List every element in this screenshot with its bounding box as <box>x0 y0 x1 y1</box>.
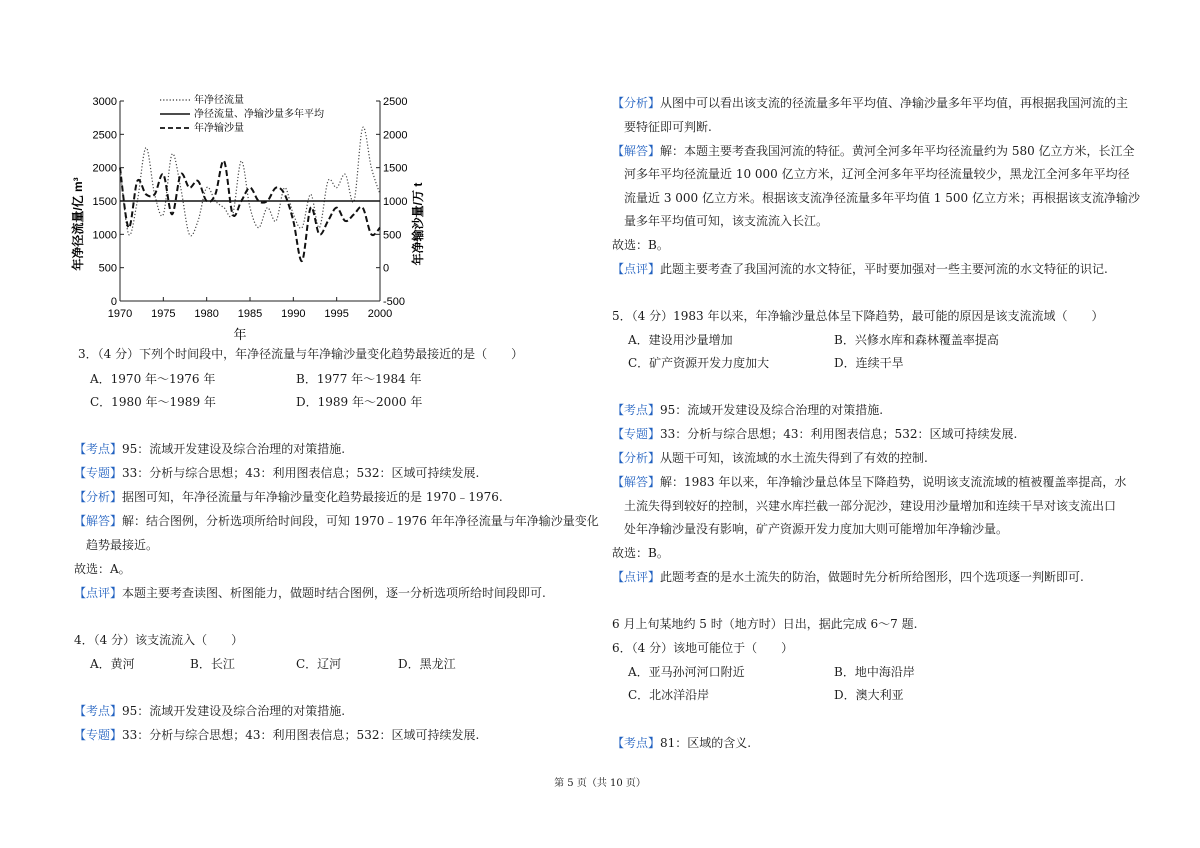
legend-label-sediment: 年净输沙量 <box>194 123 244 134</box>
legend-label-runoff: 年净径流量 <box>194 95 244 106</box>
dianping-text: 此题主要考查了我国河流的水文特征，平时要加强对一些主要河流的水文特征的识记. <box>660 262 1108 276</box>
q5-option-b: B．兴修水库和森林覆盖率提高 <box>834 333 999 347</box>
x-tick-label: 1970 <box>107 308 133 320</box>
x-tick-label: 1990 <box>281 308 306 320</box>
fenxi-tag: 【分析】 <box>74 490 123 504</box>
q5-jieda <box>612 474 1126 490</box>
q3-fenxi <box>74 489 503 505</box>
q6-option-d: D．澳大利亚 <box>834 688 904 702</box>
y2-tick-label: 0 <box>383 262 390 275</box>
y2-tick-label: -500 <box>383 296 406 308</box>
jieda-tag: 【解答】 <box>612 144 661 158</box>
dianping-tag: 【点评】 <box>612 570 661 584</box>
y2-tick-label: 500 <box>383 229 402 242</box>
y2-tick-label: 2000 <box>383 129 408 142</box>
y-tick-label: 2000 <box>92 162 117 175</box>
q6-kaodian <box>612 735 751 751</box>
q5-jieda-line2: 土流失得到较好的控制，兴建水库拦截一部分泥沙，建设用沙量增加和连续干旱对该支流出口 <box>624 499 1117 513</box>
q4-kaodian <box>74 703 345 719</box>
q4-fenxi <box>612 95 1128 111</box>
fenxi-tag: 【分析】 <box>612 451 661 465</box>
series-runoff-line <box>120 127 380 236</box>
q4-fenxi-line2: 要特征即可判断. <box>624 120 712 134</box>
q3-option-c: C．1980 年～1989 年 <box>90 395 216 409</box>
q3-dianping <box>74 585 546 601</box>
jieda-tag: 【解答】 <box>612 475 661 489</box>
q5-option-a: A．建设用沙量增加 <box>628 333 733 347</box>
jieda-tag: 【解答】 <box>74 514 123 528</box>
q4-dianping <box>612 261 1108 277</box>
q4-stem: 4．（4 分）该支流流入（ ） <box>74 633 244 647</box>
x-tick-label: 1985 <box>237 308 263 320</box>
fenxi-text: 据图可知，年净径流量与年净输沙量变化趋势最接近的是 1970﹣1976. <box>122 490 503 504</box>
q3-option-d: D．1989 年～2000 年 <box>296 395 423 409</box>
zhuanti-tag: 【专题】 <box>74 466 123 480</box>
legend-label-average: 净径流量、净输沙量多年平均 <box>194 109 324 120</box>
q3-jieda-line2: 趋势最接近。 <box>86 538 159 552</box>
zhuanti-text: 33：分析与综合思想；43：利用图表信息；532：区域可持续发展. <box>122 728 480 742</box>
q3-stem: 3．（4 分）下列个时间段中，年净径流量与年净输沙量变化趋势最接近的是（ ） <box>78 347 524 361</box>
q4-option-c: C．辽河 <box>296 657 342 671</box>
q6-option-b: B．地中海沿岸 <box>834 665 915 679</box>
q5-option-d: D．连续干旱 <box>834 356 904 370</box>
q5-option-c: C．矿产资源开发力度加大 <box>628 356 770 370</box>
kaodian-tag: 【考点】 <box>612 736 661 750</box>
y-tick-label: 0 <box>110 296 117 308</box>
q5-fenxi <box>612 450 928 466</box>
q4-jieda-line2: 河多年平均径流量近 10 000 亿立方米，辽河全河多年平均径流量较少，黑龙江全河多年平均径 <box>624 167 1130 181</box>
x-tick-label: 1975 <box>151 308 176 320</box>
q5-kaodian <box>612 402 883 418</box>
kaodian-text: 95：流域开发建设及综合治理的对策措施. <box>660 403 884 417</box>
kaodian-text: 81：区域的含义. <box>660 736 752 750</box>
q5-jieda-line3: 处年净输沙量没有影响，矿产资源开发力度加大则可能增加年净输沙量。 <box>624 522 1009 536</box>
q4-option-d: D．黑龙江 <box>398 657 456 671</box>
y-tick-label: 500 <box>98 262 117 275</box>
series-sediment-line <box>120 161 380 261</box>
jieda-text: 解：1983 年以来，年净输沙量总体呈下降趋势，说明该支流流域的植被覆盖率提高，水 <box>660 475 1127 489</box>
q6-stem: 6．（4 分）该地可能位于（ ） <box>612 641 794 655</box>
q6-option-c: C．北冰洋沿岸 <box>628 688 710 702</box>
y-axis-label: 年净径流量/亿 m³ <box>71 177 85 271</box>
kaodian-text: 95：流域开发建设及综合治理的对策措施. <box>122 704 346 718</box>
y2-tick-label: 1000 <box>383 196 408 208</box>
q3-option-a: A．1970 年～1976 年 <box>90 372 216 386</box>
fenxi-text: 从题干可知，该流域的水土流失得到了有效的控制. <box>660 451 928 465</box>
chart-legend <box>160 93 324 134</box>
q3-kaodian <box>74 441 345 457</box>
q4-answer: 故选：B。 <box>612 238 669 252</box>
kaodian-text: 95：流域开发建设及综合治理的对策措施. <box>122 442 346 456</box>
kaodian-tag: 【考点】 <box>74 442 123 456</box>
dianping-tag: 【点评】 <box>74 586 123 600</box>
q4-jieda-line4: 量多年平均值可知，该支流流入长江。 <box>624 214 829 228</box>
q6-7-intro: 6 月上旬某地约 5 时（地方时）日出，据此完成 6～7 题. <box>612 617 918 631</box>
q4-option-a: A．黄河 <box>90 657 135 671</box>
q4-option-b: B．长江 <box>190 657 235 671</box>
q3-jieda <box>74 513 599 529</box>
x-tick-label: 1995 <box>324 308 349 320</box>
q6-option-a: A．亚马孙河河口附近 <box>628 665 745 679</box>
zhuanti-tag: 【专题】 <box>74 728 123 742</box>
x-tick-label: 1980 <box>194 308 219 320</box>
q3-zhuanti <box>74 465 479 481</box>
y-tick-label: 3000 <box>92 96 117 108</box>
q5-dianping <box>612 569 1084 585</box>
q4-jieda <box>612 143 1135 159</box>
zhuanti-text: 33：分析与综合思想；43：利用图表信息；532：区域可持续发展. <box>122 466 480 480</box>
fenxi-tag: 【分析】 <box>612 96 661 110</box>
x-axis-label: 年 <box>233 327 247 342</box>
dianping-text: 本题主要考查读图、析图能力，做题时结合图例，逐一分析选项所给时间段即可. <box>122 586 546 600</box>
y-tick-label: 2500 <box>92 129 117 142</box>
dianping-tag: 【点评】 <box>612 262 661 276</box>
fenxi-text: 从图中可以看出该支流的径流量多年平均值、净输沙量多年平均值，再根据我国河流的主 <box>660 96 1129 110</box>
q3-answer: 故选：A。 <box>74 562 131 576</box>
chart-series <box>120 127 380 261</box>
y2-tick-label: 1500 <box>383 162 408 175</box>
jieda-text: 解：结合图例，分析选项所给时间段，可知 1970﹣1976 年年净径流量与年净输沙量变化 <box>122 514 599 528</box>
y2-tick-label: 2500 <box>383 96 408 108</box>
kaodian-tag: 【考点】 <box>612 403 661 417</box>
y-tick-label: 1000 <box>92 229 117 242</box>
y-tick-label: 1500 <box>92 196 117 208</box>
q5-answer: 故选：B。 <box>612 546 669 560</box>
zhuanti-text: 33：分析与综合思想；43：利用图表信息；532：区域可持续发展. <box>660 427 1018 441</box>
zhuanti-tag: 【专题】 <box>612 427 661 441</box>
y2-axis-label: 年净输沙量/万 t <box>411 182 425 266</box>
kaodian-tag: 【考点】 <box>74 704 123 718</box>
q3-option-b: B．1977 年～1984 年 <box>296 372 422 386</box>
q5-stem: 5．（4 分）1983 年以来，年净输沙量总体呈下降趋势，最可能的原因是该支流流域（ ） <box>612 309 1104 323</box>
q5-zhuanti <box>612 426 1017 442</box>
x-tick-label: 2000 <box>367 308 393 320</box>
dianping-text: 此题考查的是水土流失的防治，做题时先分析所给图形，四个选项逐一判断即可. <box>660 570 1084 584</box>
q4-jieda-line3: 流量近 3 000 亿立方米。根据该支流净径流量多年平均值 1 500 亿立方米；再根据该支流净输沙 <box>624 191 1140 205</box>
jieda-text: 解：本题主要考查我国河流的特征。黄河全河多年平均径流量约为 580 亿立方米，长江全 <box>660 144 1135 158</box>
q4-zhuanti <box>74 727 479 743</box>
runoff-sediment-chart <box>70 88 440 343</box>
page-footer: 第 5 页（共 10 页） <box>554 778 646 789</box>
